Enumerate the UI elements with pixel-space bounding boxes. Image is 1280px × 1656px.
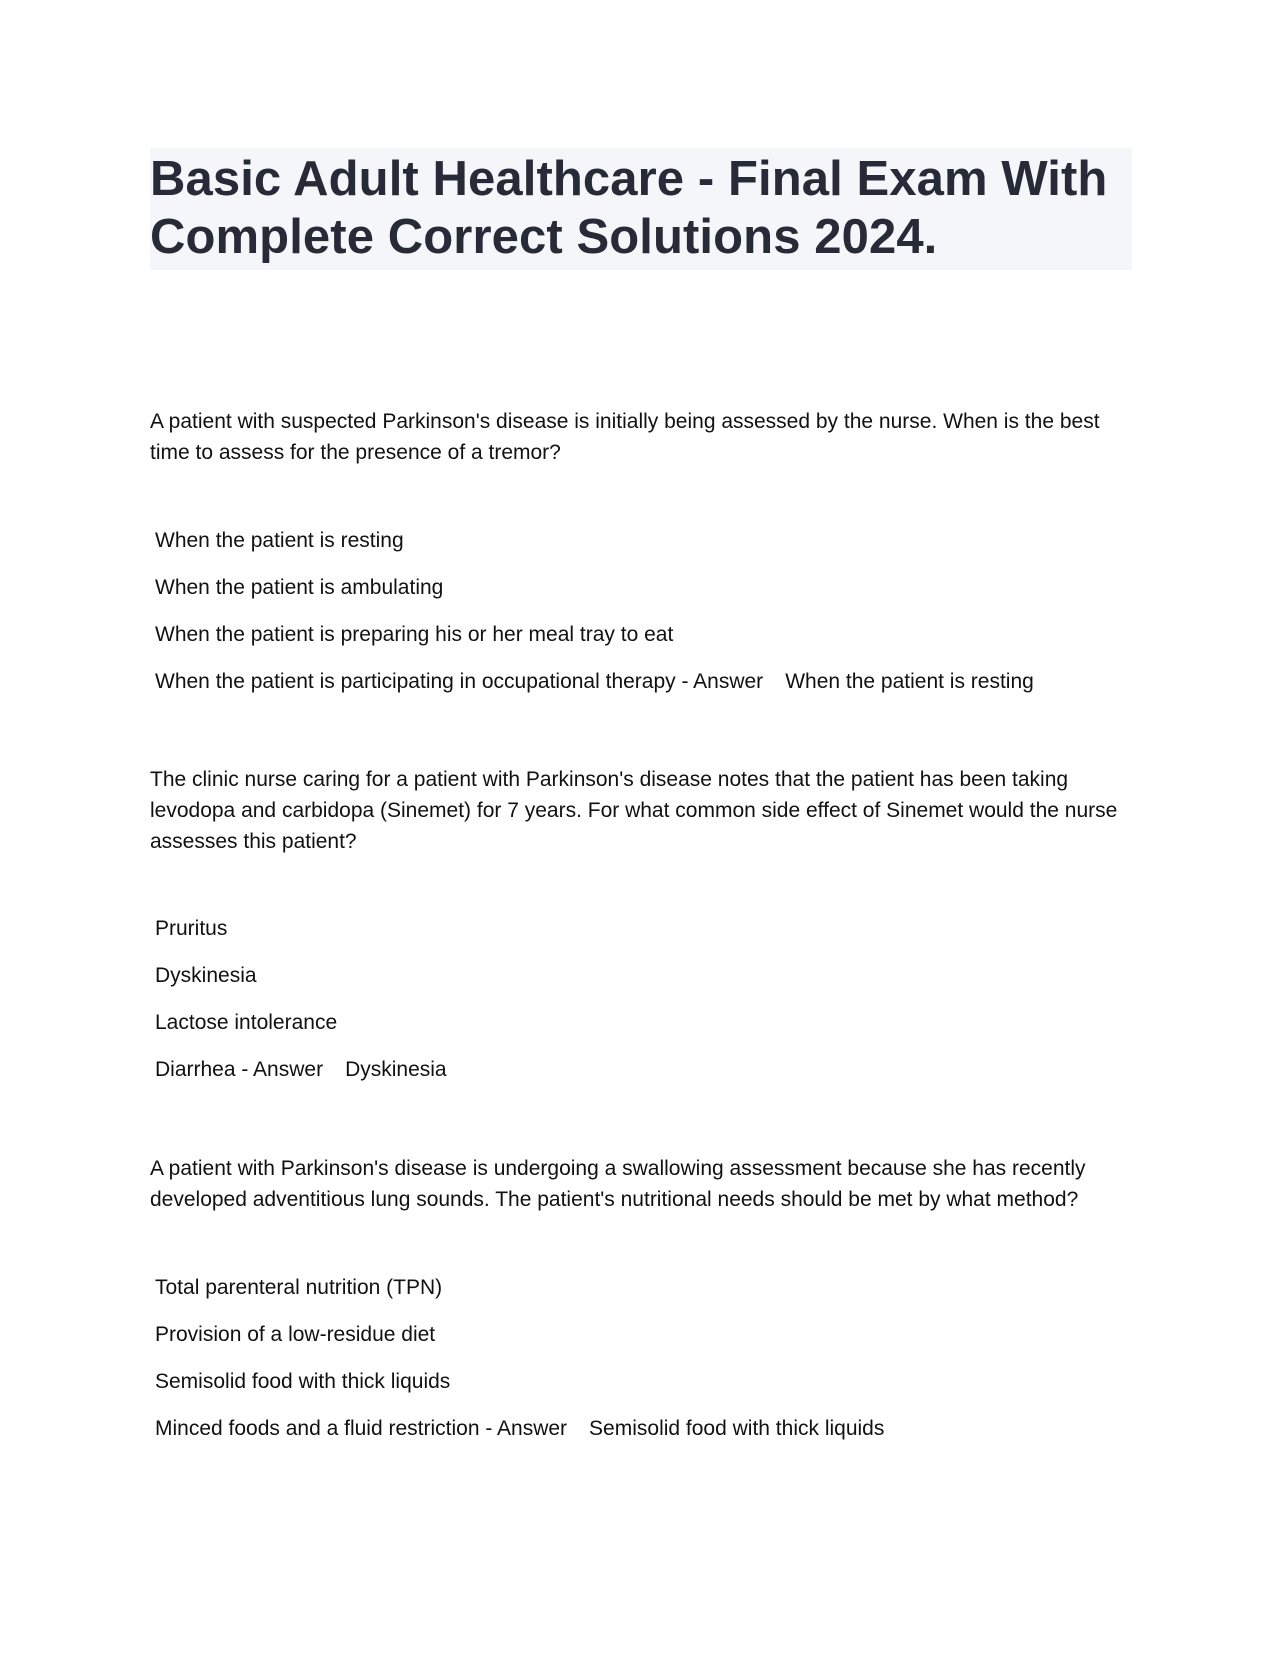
question-1-text: A patient with suspected Parkinson's disease is initially being assessed by the nurse. When is the best time to assess for the presence of a tremor? <box>150 410 1100 464</box>
question-1-options <box>155 525 1145 713</box>
question-2-text: The clinic nurse caring for a patient with Parkinson's disease notes that the patient has been taking levodopa and carbidopa (Sinemet) for 7 years. For what common side effect of Sinemet would the nurse assesses this patient? <box>150 768 1118 853</box>
question-3-option-4-label: Minced foods and a fluid restriction - Answer <box>155 1417 568 1440</box>
question-3-options <box>155 1272 1145 1460</box>
page-title: Basic Adult Healthcare - Final Exam With Complete Correct Solutions 2024. <box>150 152 1108 264</box>
question-1-option-4-label: When the patient is participating in occupational therapy - Answer <box>155 670 764 693</box>
question-3-option-1: Total parenteral nutrition (TPN) <box>155 1276 443 1299</box>
question-2-answer: Dyskinesia <box>345 1058 447 1081</box>
question-1-option-3: When the patient is preparing his or her meal tray to eat <box>155 623 674 646</box>
question-2-option-3: Lactose intolerance <box>155 1011 338 1034</box>
question-3-option-2: Provision of a low-residue diet <box>155 1323 436 1346</box>
question-1-option-4 <box>155 666 1145 713</box>
question-3-option-3: Semisolid food with thick liquids <box>155 1370 451 1393</box>
question-1-answer: When the patient is resting <box>785 670 1034 693</box>
question-3-answer: Semisolid food with thick liquids <box>589 1417 885 1440</box>
question-2-option-1: Pruritus <box>155 917 228 940</box>
question-2-option-2: Dyskinesia <box>155 964 257 987</box>
question-3-option-4 <box>155 1413 1145 1460</box>
question-2-options <box>155 913 1145 1101</box>
title-block <box>150 148 1132 270</box>
question-1-option-1: When the patient is resting <box>155 529 404 552</box>
question-3-text: A patient with Parkinson's disease is undergoing a swallowing assessment because she has recently developed adventitious lung sounds. The patient's nutritional needs should be met by what method? <box>150 1157 1086 1211</box>
question-1-option-2: When the patient is ambulating <box>155 576 444 599</box>
question-2-option-4-label: Diarrhea - Answer <box>155 1058 324 1081</box>
question-2-option-4 <box>155 1054 1145 1101</box>
